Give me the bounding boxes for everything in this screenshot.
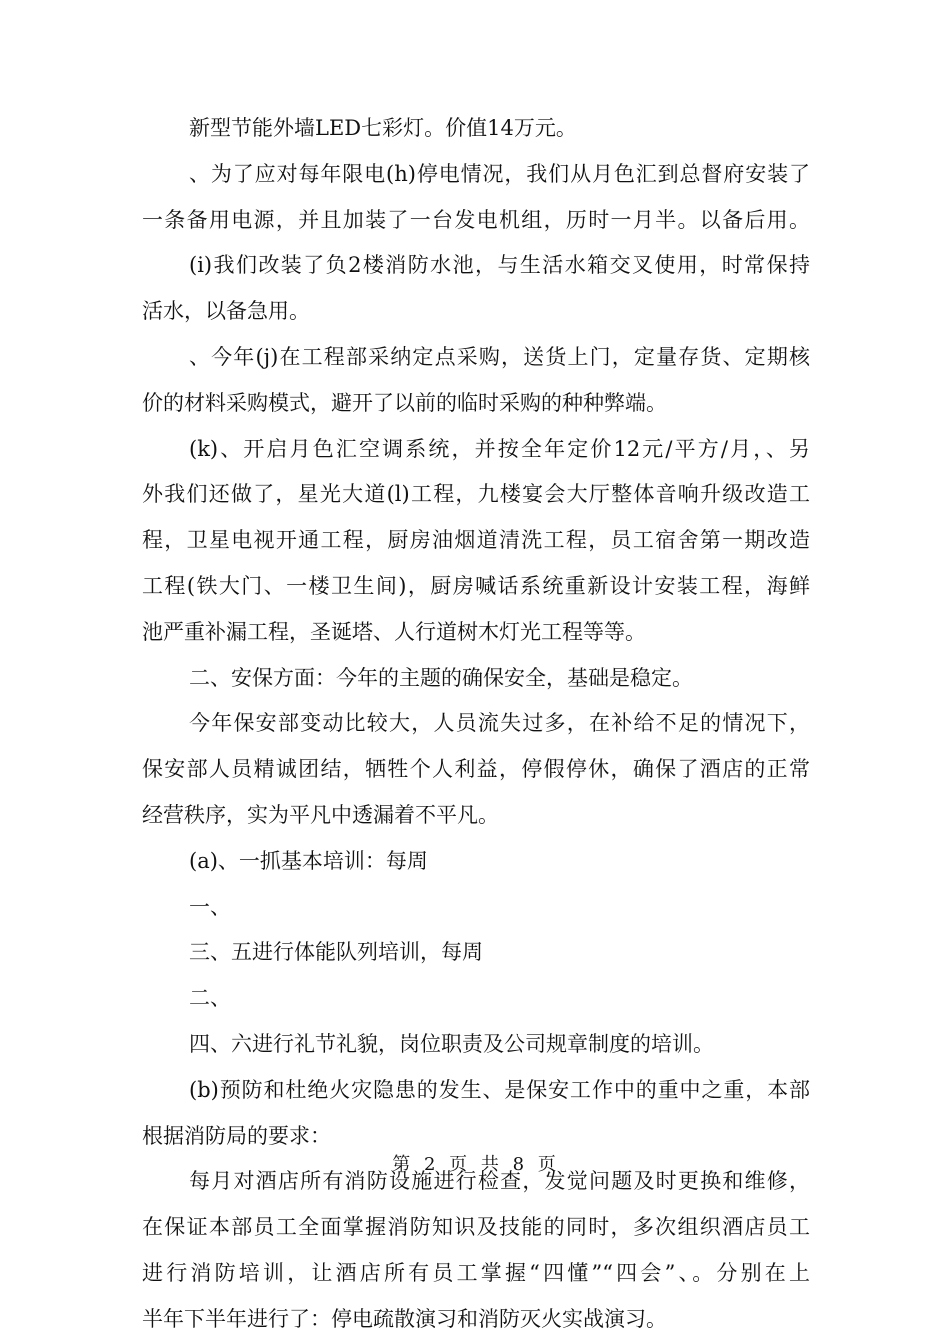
- text-line: 二、安保方面：今年的主题的确保安全，基础是稳定。: [189, 665, 693, 690]
- text-line: 、为了应对每年限电(h)停电情况，我们从月色汇到总督府安装了: [189, 161, 810, 186]
- text-line: 根据消防局的要求：: [142, 1123, 331, 1148]
- text-line: 半年下半年进行了：停电疏散演习和消防灭火实战演习。: [142, 1306, 667, 1331]
- text-line: (a)、一抓基本培训：每周: [189, 848, 428, 873]
- text-line: 一、: [189, 894, 231, 919]
- text-line: 工程(铁大门、一楼卫生间)，厨房喊话系统重新设计安装工程，海鲜: [142, 573, 810, 598]
- text-line: 三、五进行体能队列培训，每周: [189, 940, 483, 965]
- text-line: 池严重补漏工程，圣诞塔、人行道树木灯光工程等等。: [142, 619, 646, 644]
- text-line: 、今年(j)在工程部采纳定点采购，送货上门，定量存货、定期核: [189, 344, 810, 369]
- page-footer: 第 2 页 共 8 页: [392, 1154, 558, 1175]
- text-line: 二、: [189, 986, 231, 1011]
- text-line: 程，卫星电视开通工程，厨房油烟道清洗工程，员工宿舍第一期改造: [142, 528, 810, 553]
- text-line: 外我们还做了，星光大道(l)工程，九楼宴会大厅整体音响升级改造工: [142, 482, 810, 507]
- text-line: 经营秩序，实为平凡中透漏着不平凡。: [142, 802, 499, 827]
- text-line: 四、六进行礼节礼貌，岗位职责及公司规章制度的培训。: [189, 1031, 714, 1056]
- text-line: (k)、开启月色汇空调系统，并按全年定价12元/平方/月，、另: [189, 436, 810, 461]
- text-line: 新型节能外墙LED七彩灯。价值14万元。: [189, 116, 577, 140]
- text-line: 活水，以备急用。: [142, 299, 310, 324]
- text-line: 保安部人员精诚团结，牺牲个人利益，停假停休，确保了酒店的正常: [142, 757, 810, 782]
- text-line: (i)我们改装了负2楼消防水池，与生活水箱交叉使用，时常保持: [189, 253, 810, 278]
- text-line: 今年保安部变动比较大，人员流失过多，在补给不足的情况下，: [189, 711, 810, 736]
- text-line: 一条备用电源，并且加装了一台发电机组，历时一月半。以备后用。: [142, 207, 810, 232]
- text-line: 进行消防培训，让酒店所有员工掌握“四懂”“四会”、。分别在上: [142, 1260, 810, 1285]
- text-line: 每月对酒店所有消防设施进行检查，发觉问题及时更换和维修，: [189, 1169, 810, 1194]
- text-line: 价的材料采购模式，避开了以前的临时采购的种种弊端。: [142, 390, 667, 415]
- text-line: 在保证本部员工全面掌握消防知识及技能的同时，多次组织酒店员工: [142, 1215, 810, 1240]
- text-line: (b)预防和杜绝火灾隐患的发生、是保安工作中的重中之重，本部: [189, 1077, 810, 1102]
